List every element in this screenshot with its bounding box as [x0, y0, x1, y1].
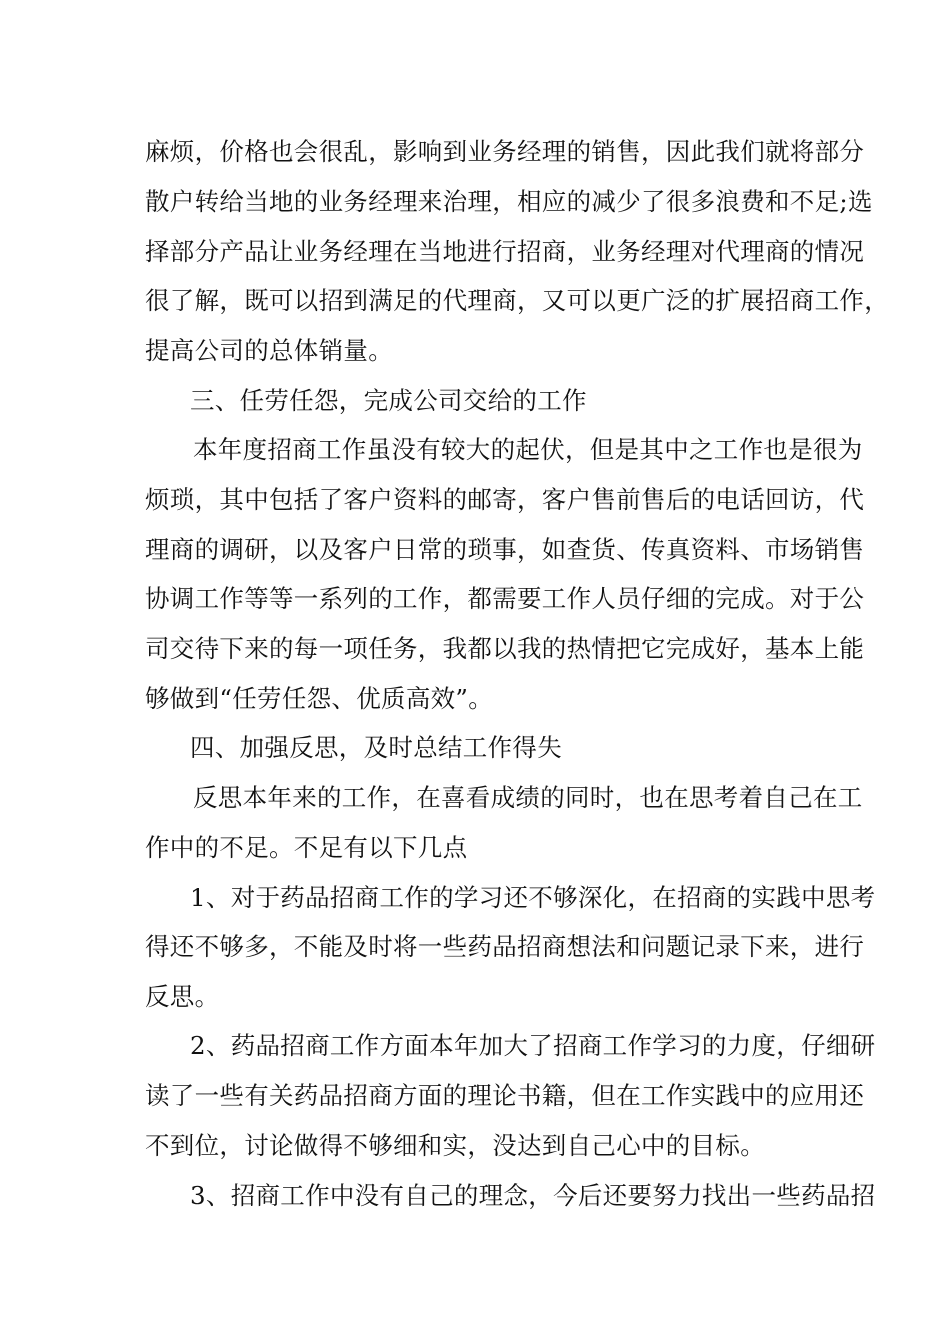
- list-item: 3、招商工作中没有自己的理念，今后还要努力找出一些药品招: [190, 1181, 876, 1210]
- text-line: 散户转给当地的业务经理来治理，相应的减少了很多浪费和不足;选: [145, 187, 873, 216]
- section-heading: 四、加强反思，及时总结工作得失: [190, 733, 562, 762]
- text-line: 本年度招商工作虽没有较大的起伏，但是其中之工作也是很为: [193, 435, 863, 464]
- text-line: 麻烦，价格也会很乱，影响到业务经理的销售，因此我们就将部分: [145, 137, 865, 166]
- text-line: 协调工作等等一系列的工作，都需要工作人员仔细的完成。对于公: [145, 584, 865, 613]
- text-line: 作中的不足。不足有以下几点: [145, 833, 468, 862]
- text-line: 烦琐，其中包括了客户资料的邮寄，客户售前售后的电话回访，代: [145, 485, 865, 514]
- text-line: 提高公司的总体销量。: [145, 336, 393, 365]
- text-line: 得还不够多，不能及时将一些药品招商想法和问题记录下来，进行: [145, 932, 865, 961]
- text-line: 择部分产品让业务经理在当地进行招商，业务经理对代理商的情况: [145, 237, 865, 266]
- section-heading: 三、任劳任怨，完成公司交给的工作: [190, 386, 587, 415]
- text-line: 够做到“任劳任怨、优质高效”。: [145, 684, 494, 713]
- text-line: 很了解，既可以招到满足的代理商，又可以更广泛的扩展招商工作，: [145, 286, 889, 315]
- text-line: 读了一些有关药品招商方面的理论书籍，但在工作实践中的应用还: [145, 1081, 865, 1110]
- text-line: 反思。: [145, 982, 220, 1011]
- text-line: 理商的调研，以及客户日常的琐事，如查货、传真资料、市场销售: [145, 535, 865, 564]
- list-item: 1、对于药品招商工作的学习还不够深化，在招商的实践中思考: [190, 883, 876, 912]
- text-line: 不到位，讨论做得不够细和实，没达到自己心中的目标。: [145, 1131, 765, 1160]
- text-line: 司交待下来的每一项任务，我都以我的热情把它完成好，基本上能: [145, 634, 865, 663]
- list-item: 2、药品招商工作方面本年加大了招商工作学习的力度，仔细研: [190, 1031, 876, 1060]
- text-line: 反思本年来的工作，在喜看成绩的同时，也在思考着自己在工: [193, 783, 863, 812]
